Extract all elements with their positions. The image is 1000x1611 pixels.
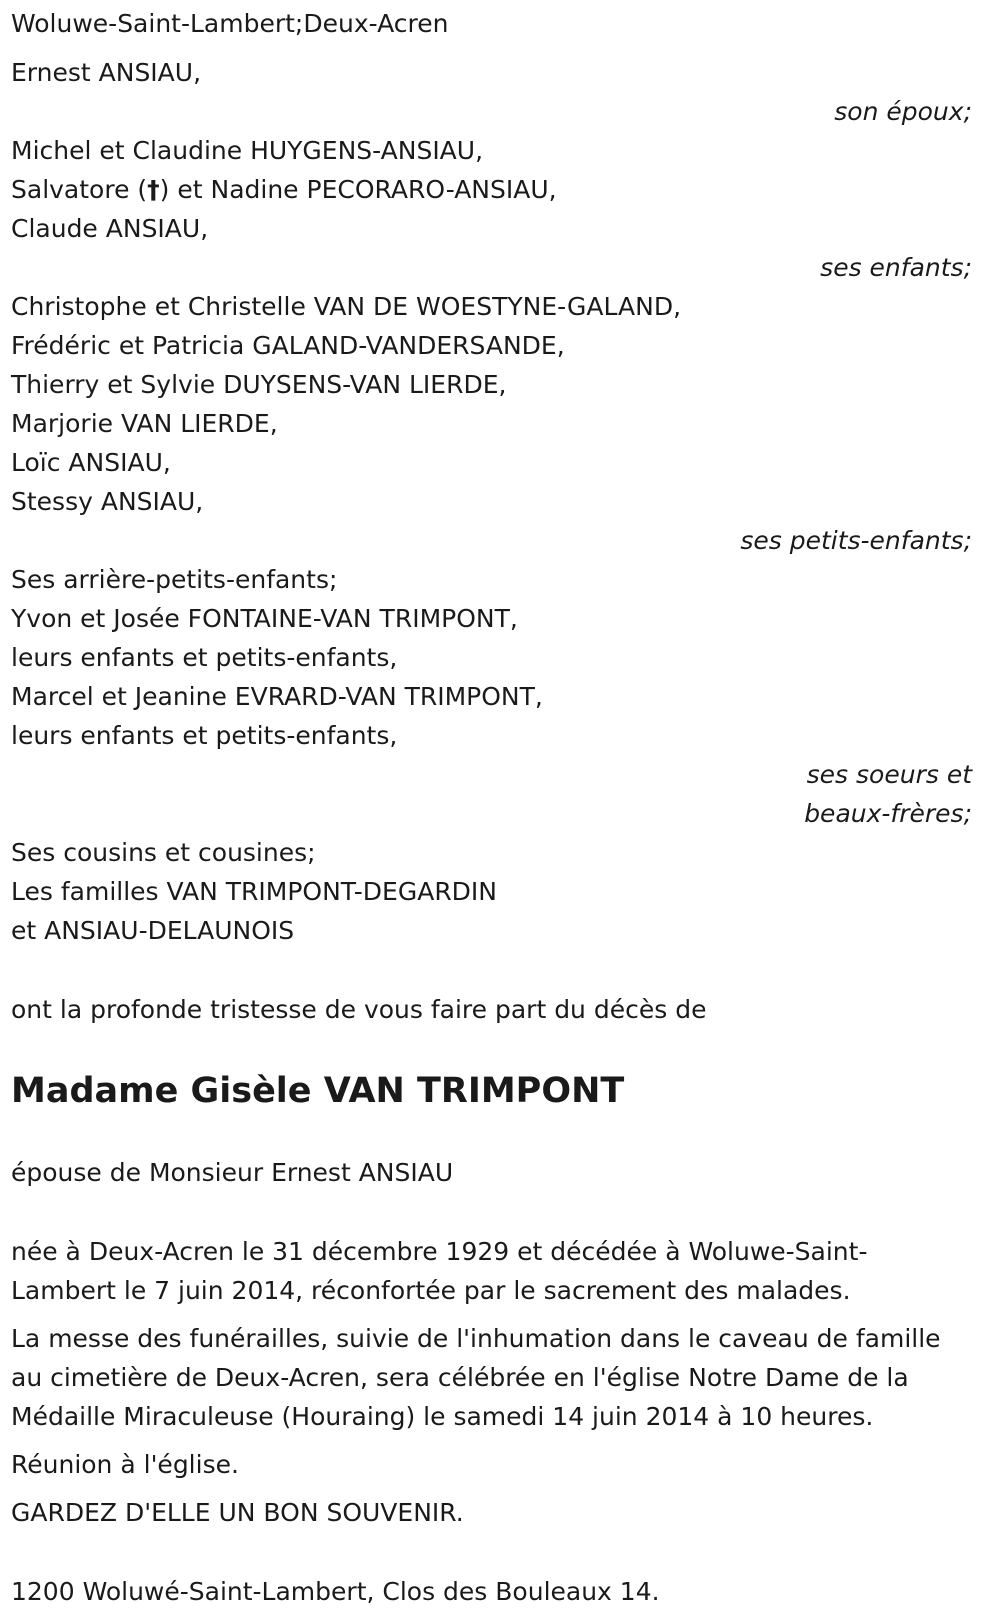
child-line-1: Michel et Claudine HUYGENS-ANSIAU, [11, 136, 484, 165]
child-line-2 [11, 170, 972, 209]
cousins-group [11, 833, 972, 950]
spouse-group [11, 53, 972, 131]
grandchildren-role: ses petits-enfants; [740, 526, 972, 555]
siblings-group [11, 560, 972, 833]
header-locations: Woluwe-Saint-Lambert;Deux-Acren [11, 9, 449, 38]
siblings-role-line-2: beaux-frères; [804, 799, 972, 828]
birth-death-text: née à Deux-Acren le 31 décembre 1929 et décédée à Woluwe-Saint-Lambert le 7 juin 2014, réconfortée par le sacrement des malades. [11, 1237, 868, 1305]
grandchild-line: Frédéric et Patricia GALAND-VANDERSANDE, [11, 331, 565, 360]
grandchild-line: Christophe et Christelle VAN DE WOESTYNE-GALAND, [11, 292, 682, 321]
sibling-line: Yvon et Josée FONTAINE-VAN TRIMPONT, [11, 604, 518, 633]
deceased-name: Madame Gisèle VAN TRIMPONT [11, 1071, 625, 1111]
cousin-line: Les familles VAN TRIMPONT-DEGARDIN [11, 877, 498, 906]
deceased-cross-icon: † [147, 175, 160, 204]
decease-intro: ont la profonde tristesse de vous faire part du décès de [11, 995, 707, 1024]
cousin-line: et ANSIAU-DELAUNOIS [11, 916, 295, 945]
sibling-line: leurs enfants et petits-enfants, [11, 643, 398, 672]
sibling-line: Marcel et Jeanine EVRARD-VAN TRIMPONT, [11, 682, 543, 711]
spouse-of: épouse de Monsieur Ernest ANSIAU [11, 1158, 454, 1187]
grandchild-line: Loïc ANSIAU, [11, 448, 171, 477]
children-role: ses enfants; [820, 253, 972, 282]
grandchild-line: Thierry et Sylvie DUYSENS-VAN LIERDE, [11, 370, 507, 399]
memory-text: GARDEZ D'ELLE UN BON SOUVENIR. [11, 1498, 464, 1527]
spouse-role: son époux; [834, 97, 972, 126]
child-line-2-suffix: ) et Nadine PECORARO-ANSIAU, [159, 175, 557, 204]
funeral-text: La messe des funérailles, suivie de l'inhumation dans le caveau de famille au cimetière de Deux-Acren, sera célébrée en l'église Notre Dame de la Médaille Miraculeuse (Houraing) le samedi 14 juin 2014 à 10 heures. [11, 1324, 941, 1431]
child-line-3: Claude ANSIAU, [11, 214, 209, 243]
address-text: 1200 Woluwé-Saint-Lambert, Clos des Bouleaux 14. [11, 1577, 660, 1606]
meeting-text: Réunion à l'église. [11, 1450, 239, 1479]
sibling-line: leurs enfants et petits-enfants, [11, 721, 398, 750]
sibling-line: Ses arrière-petits-enfants; [11, 565, 338, 594]
grandchild-line: Stessy ANSIAU, [11, 487, 204, 516]
grandchildren-group [11, 287, 972, 560]
spouse-name: Ernest ANSIAU, [11, 58, 202, 87]
siblings-role-line-1: ses soeurs et [806, 760, 972, 789]
cousin-line: Ses cousins et cousines; [11, 838, 316, 867]
grandchild-line: Marjorie VAN LIERDE, [11, 409, 278, 438]
children-group [11, 131, 972, 287]
child-line-2-prefix: Salvatore ( [11, 175, 148, 204]
